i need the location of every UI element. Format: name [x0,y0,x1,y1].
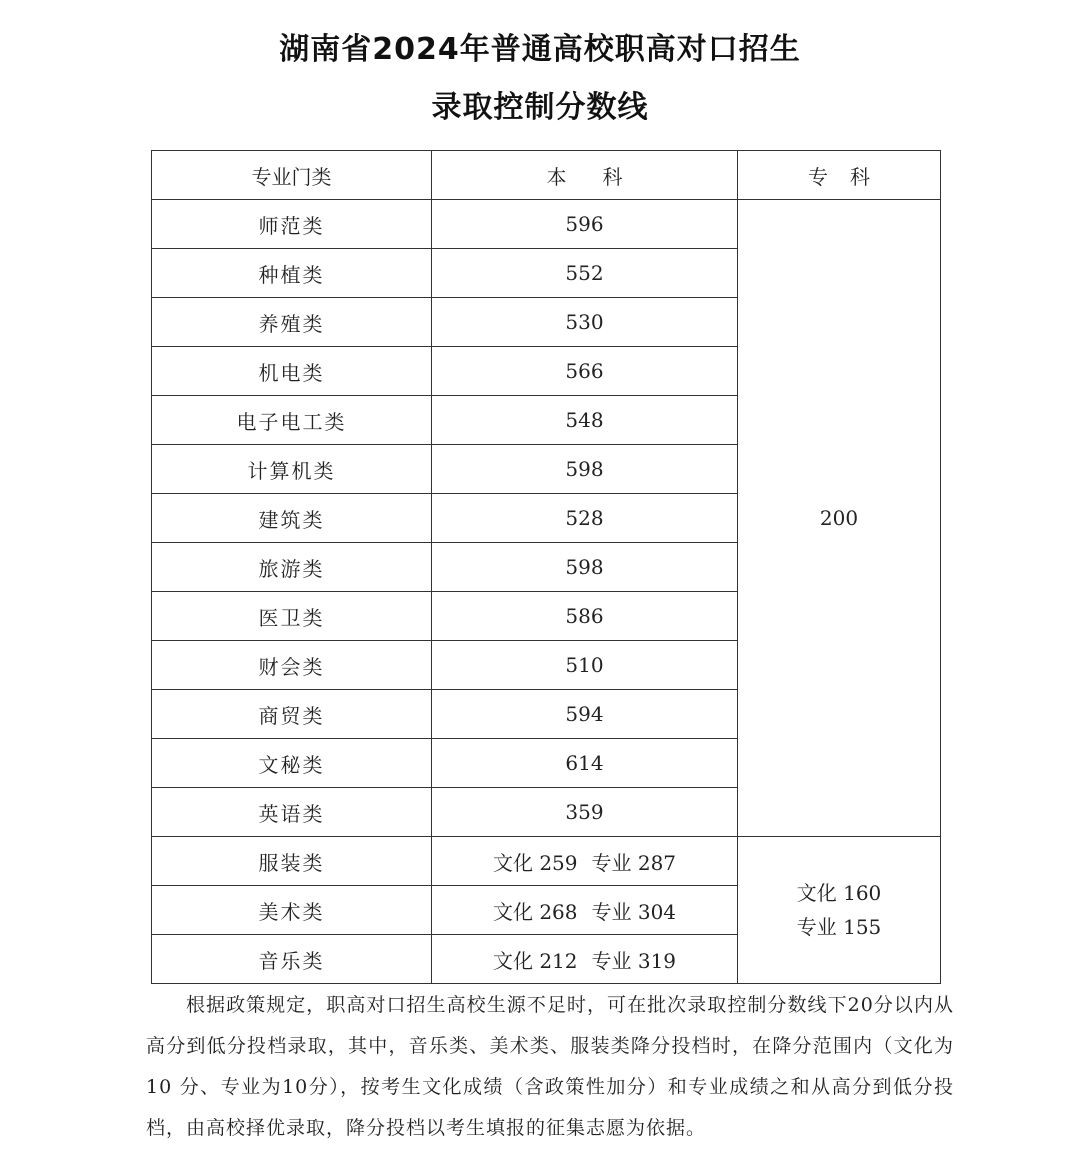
benke-score-cell: 552 [432,249,738,298]
category-cell: 服装类 [152,837,432,886]
benke-score-cell: 598 [432,543,738,592]
benke-score-cell: 359 [432,788,738,837]
header-zhuanke-char2: 科 [850,164,870,189]
zhuanke-zhuanye-score: 专业 155 [796,915,882,939]
zhuanke-score-cell: 200 [738,200,941,837]
category-cell: 旅游类 [152,543,432,592]
table-row [152,837,941,886]
category-cell: 英语类 [152,788,432,837]
category-cell: 商贸类 [152,690,432,739]
policy-note: 根据政策规定，职高对口招生高校生源不足时，可在批次录取控制分数线下20分以内从高分到低分投档录取，其中，音乐类、美术类、服装类降分投档时，在降分范围内（文化为 10 分、专业为10分），按考生文化成绩（含政策性加分）和专业成绩之和从高分到低分投档，由高校择优录取，降分投档以考生填报的征集志愿为依据。 [146,994,954,1139]
category-cell: 美术类 [152,886,432,935]
wenhua-score: 文化 212 [492,948,578,973]
category-cell: 计算机类 [152,445,432,494]
benke-score-cell: 566 [432,347,738,396]
category-cell: 养殖类 [152,298,432,347]
wenhua-score: 文化 259 [492,850,578,875]
header-benke-char1: 本 [546,164,567,189]
page-title: 湖南省2024年普通高校职高对口招生 [279,32,801,67]
table-header-row [152,151,941,200]
category-cell: 财会类 [152,641,432,690]
page-subtitle: 录取控制分数线 [431,90,649,125]
header-benke [432,151,738,200]
benke-score-cell: 528 [432,494,738,543]
benke-score-cell: 594 [432,690,738,739]
zhuanke-score-cell [738,837,941,984]
benke-score-cell: 530 [432,298,738,347]
benke-score-cell: 548 [432,396,738,445]
category-cell: 建筑类 [152,494,432,543]
header-category: 专业门类 [152,151,432,200]
category-cell: 机电类 [152,347,432,396]
category-cell: 医卫类 [152,592,432,641]
header-zhuanke-char1: 专 [808,164,828,189]
wenhua-score: 文化 268 [492,899,578,924]
benke-score-cell: 598 [432,445,738,494]
category-cell: 音乐类 [152,935,432,984]
category-cell: 师范类 [152,200,432,249]
zhuanye-score: 专业 287 [591,850,677,875]
zhuanye-score: 专业 319 [591,948,677,973]
category-cell: 文秘类 [152,739,432,788]
zhuanke-wenhua-score: 文化 160 [796,881,882,905]
benke-score-cell [432,935,738,984]
header-zhuanke [738,151,941,200]
score-table [151,150,941,984]
header-benke-char2: 科 [602,164,623,189]
benke-score-cell [432,837,738,886]
zhuanye-score: 专业 304 [591,899,677,924]
benke-score-cell: 510 [432,641,738,690]
table-row [152,200,941,249]
benke-score-cell: 596 [432,200,738,249]
benke-score-cell: 586 [432,592,738,641]
benke-score-cell [432,886,738,935]
category-cell: 种植类 [152,249,432,298]
benke-score-cell: 614 [432,739,738,788]
category-cell: 电子电工类 [152,396,432,445]
